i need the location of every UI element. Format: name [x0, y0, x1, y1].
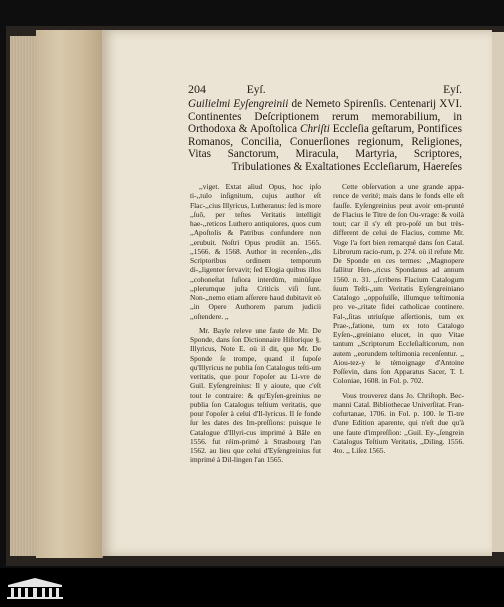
facing-page-edge: [492, 32, 504, 552]
page-number: 204: [188, 82, 206, 96]
left-column: [190, 182, 321, 470]
header-left-label: Eyſ.: [246, 84, 266, 96]
bottom-bar: [0, 568, 504, 607]
right-paragraph-2: Vous trouverez dans Jo. Chriſtoph. Bec-manni Catal. Bibliothecae Univerſitat. Fran-cofurtanae, 1706. in Fol. p. 100. le Ti-tre d'une Edition aparente, qui n'eſt due qu'à une faute d'impreſſion: ,,Guil. Ey-,,ſengrein Catalogus Teſtium Veritatis, ,,Diling. 1556. 4to. ,, Liſez 1565.: [333, 390, 464, 455]
right-column: [333, 182, 464, 460]
title-text: de Nemeto Spirenſis. Centenarij XVI. Continentes Deſcriptionem rerum memorabilium, in Orthodoxa & Apoſtolica: [188, 98, 462, 135]
header-right-label: Eyſ.: [443, 84, 462, 96]
title-tail: Eccleſia geſtarum, Pontifices Romanos, Concilia, Conuerſiones regionum, Religiones, Vitas Sanctorum, Miracula, Martyria, Scriptores, Tribulationes & Exaltationes Eccleſiarum, Haereſes: [188, 123, 463, 173]
page-block-left: [10, 36, 38, 556]
right-paragraph-1: Cette obſervation a une grande appa-rence de verité; mais dans le fonds elle eſt fauſſe. Eyſengreinius peut avoir em-prunté de Flacius le Titre de ſon Ou-vrage: & voilà tout; car il s'y eſt pro-poſé un but très-different de celui de Flacius, comme Mr. Voge l'a fort bien remarqué dans ſon Catal. Librorum racio-rum, p. 274. où il refute Mr. De Sponde en ces termes: ,,Magnopere fallitur Hen-,,ricus Spondanus ad annum 1560. n. 31. ,,ſcribens Flacium Catalogum ſuum Teſti-,,um Veritatis Eyſengreiniano Catalogo ,,oppoſuiſſe, illumque teſtimonia pro ve-,,ritate fidei catholicae continere. Fal-,,ſitas utriuſque aſſertionis, tum ex Prae-,,fatione, tum ex toto Catalogo Eyſen-,,greiniano elucet, in quo Vitae tantum ,,Scriptorum Eccleſiaſticorum, non autem ,,eorundem teſtimonia recenſentur. ,, Aiou-tez-y le témoignage d'Antoine Poſſevin, dans ſon Apparatus Sacer, T. I. Coloniae, 1608. in Fol. p. 702.: [333, 182, 464, 386]
title-author: Guilielmi Eyſengreinii: [188, 98, 289, 110]
left-paragraph-1: ,,viget. Extat aliud Opus, hoc ipſo ti-,,tulo inſignitum, cujus author eſt Flac-,,cius Illyricus, Lutheranus: ſed is more ,,ſuô, per teſtes Veritatis intelligit hae-,,reticos Luthero antiquiores, quos cum ,,Apoſtolis & Patribus confundere non ,,erubuit. Noſtri Opus prodiit an. 1565. ,,1566. & 1568. Author in recenſen-,,dis Scriptoribus ordinem temporum di-,,ligenter ſervavit; ſed Elogia quibus illos ,,cohoneſtat ſuſiora interdùm, minùſque ,,plerumque juſta Criticis viſi ſunt. Non-,,nemo etiam aſſerere haud dubitavit eò ,,in Opere Authorem parum judicii ,,oſtendere. ,,: [190, 182, 321, 321]
library-logo-icon: [4, 576, 66, 600]
entry-title: [188, 98, 462, 173]
left-paragraph-2: Mr. Bayle releve une faute de Mr. De Sponde, dans ſon Dictionnaire Hiſtorique §. Illyricus, Note E. où il dit, que Mr. De Sponde ſe trompe, quand il ſupoſe qu'Illyricus ne publia ſon Catalogus teſti-um veritatis, que pour l'opoſer au Li-vre de Guil. Eyſengreinius: Il y aioute, que c'eſt tout le contraire: & qu'Eyſen-greinius ne publia ſon Catalogus teſtium veritatis, que pour l'opoſer à celui d'Il-lyricus. Il ſe fonde ſur les dates des Im-preſſions: puisque le Catalogue d'Illyri-cus imprimé à Bâle en 1556. fut réim-primé à Strasbourg l'an 1562. au lieu que celui d'Eyſengreinius fut imprimé à Dil-lingen l'an 1565.: [190, 325, 321, 465]
title-christi: Chriſti: [300, 123, 330, 135]
page-edges: [36, 30, 103, 558]
running-header: [188, 82, 462, 97]
